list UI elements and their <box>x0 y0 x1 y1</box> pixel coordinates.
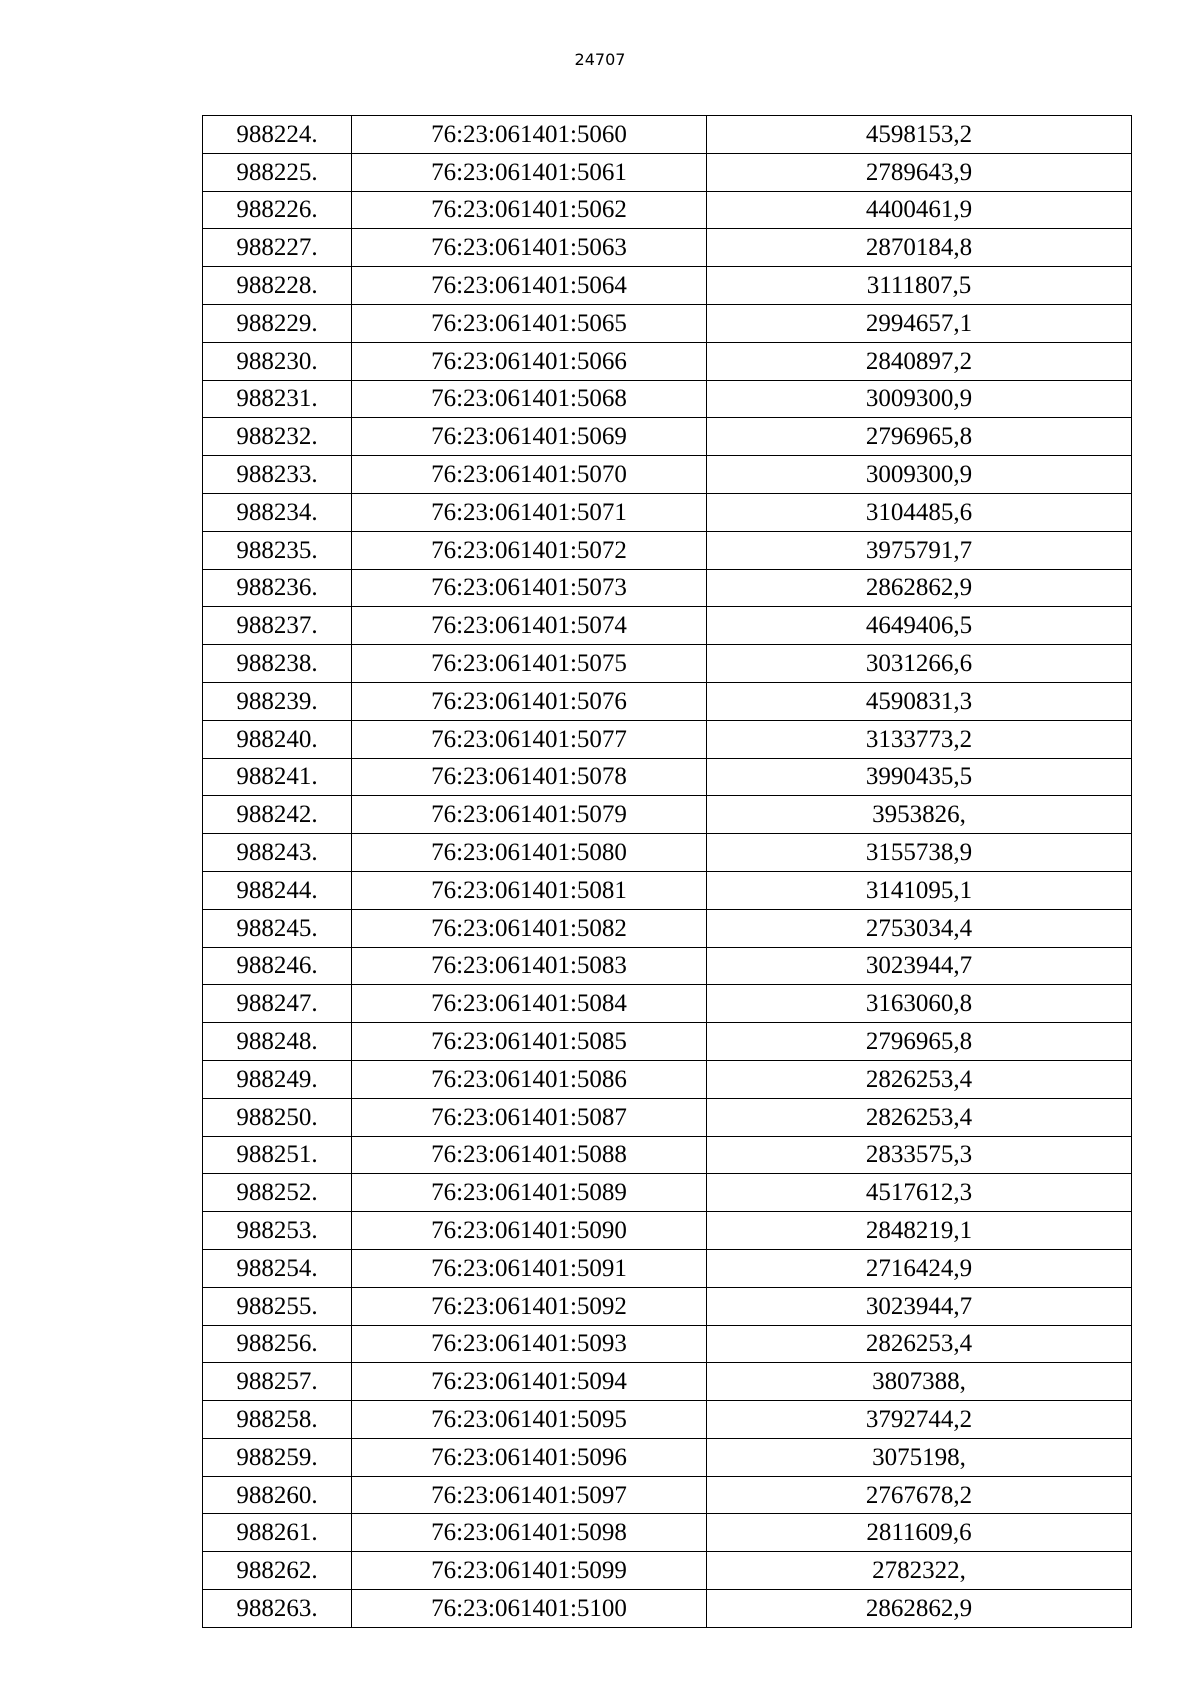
value-cell: 4598153,2 <box>707 116 1132 154</box>
value-cell: 2833575,3 <box>707 1136 1132 1174</box>
cadastral-number-cell: 76:23:061401:5093 <box>352 1325 707 1363</box>
page-number: 24707 <box>574 50 626 69</box>
row-index-cell: 988235. <box>203 531 352 569</box>
row-index-cell: 988249. <box>203 1060 352 1098</box>
table-row <box>203 153 1132 191</box>
table-row <box>203 985 1132 1023</box>
cadastral-number-cell: 76:23:061401:5062 <box>352 191 707 229</box>
table-row <box>203 682 1132 720</box>
cadastral-number-cell: 76:23:061401:5072 <box>352 531 707 569</box>
value-cell: 2862862,9 <box>707 569 1132 607</box>
row-index-cell: 988245. <box>203 909 352 947</box>
table-row <box>203 758 1132 796</box>
table-row <box>203 1174 1132 1212</box>
cadastral-number-cell: 76:23:061401:5083 <box>352 947 707 985</box>
cadastral-number-cell: 76:23:061401:5095 <box>352 1401 707 1439</box>
value-cell: 3009300,9 <box>707 456 1132 494</box>
row-index-cell: 988259. <box>203 1438 352 1476</box>
row-index-cell: 988257. <box>203 1363 352 1401</box>
value-cell: 4590831,3 <box>707 682 1132 720</box>
row-index-cell: 988238. <box>203 645 352 683</box>
table-row <box>203 1136 1132 1174</box>
value-cell: 3031266,6 <box>707 645 1132 683</box>
row-index-cell: 988243. <box>203 834 352 872</box>
table-row <box>203 1060 1132 1098</box>
cadastral-number-cell: 76:23:061401:5068 <box>352 380 707 418</box>
row-index-cell: 988230. <box>203 342 352 380</box>
row-index-cell: 988244. <box>203 871 352 909</box>
value-cell: 3975791,7 <box>707 531 1132 569</box>
row-index-cell: 988262. <box>203 1552 352 1590</box>
table-row <box>203 1401 1132 1439</box>
value-cell: 2716424,9 <box>707 1249 1132 1287</box>
row-index-cell: 988231. <box>203 380 352 418</box>
table-row <box>203 834 1132 872</box>
table-row <box>203 947 1132 985</box>
table-row <box>203 720 1132 758</box>
row-index-cell: 988261. <box>203 1514 352 1552</box>
row-index-cell: 988236. <box>203 569 352 607</box>
value-cell: 2840897,2 <box>707 342 1132 380</box>
cadastral-number-cell: 76:23:061401:5060 <box>352 116 707 154</box>
row-index-cell: 988248. <box>203 1023 352 1061</box>
row-index-cell: 988240. <box>203 720 352 758</box>
value-cell: 2862862,9 <box>707 1590 1132 1628</box>
cadastral-number-cell: 76:23:061401:5065 <box>352 304 707 342</box>
table-row <box>203 1552 1132 1590</box>
table-row <box>203 909 1132 947</box>
row-index-cell: 988251. <box>203 1136 352 1174</box>
row-index-cell: 988258. <box>203 1401 352 1439</box>
cadastral-number-cell: 76:23:061401:5092 <box>352 1287 707 1325</box>
cadastral-number-cell: 76:23:061401:5061 <box>352 153 707 191</box>
value-cell: 3155738,9 <box>707 834 1132 872</box>
value-cell: 2796965,8 <box>707 418 1132 456</box>
table-row <box>203 380 1132 418</box>
value-cell: 3111807,5 <box>707 267 1132 305</box>
value-cell: 3792744,2 <box>707 1401 1132 1439</box>
cadastral-number-cell: 76:23:061401:5085 <box>352 1023 707 1061</box>
table-row <box>203 1590 1132 1628</box>
value-cell: 3807388, <box>707 1363 1132 1401</box>
row-index-cell: 988253. <box>203 1212 352 1250</box>
cadastral-number-cell: 76:23:061401:5069 <box>352 418 707 456</box>
cadastral-number-cell: 76:23:061401:5084 <box>352 985 707 1023</box>
table-row <box>203 796 1132 834</box>
value-cell: 2826253,4 <box>707 1325 1132 1363</box>
value-cell: 2753034,4 <box>707 909 1132 947</box>
cadastral-value-table <box>202 115 1132 1628</box>
row-index-cell: 988246. <box>203 947 352 985</box>
row-index-cell: 988224. <box>203 116 352 154</box>
cadastral-number-cell: 76:23:061401:5087 <box>352 1098 707 1136</box>
cadastral-number-cell: 76:23:061401:5088 <box>352 1136 707 1174</box>
row-index-cell: 988233. <box>203 456 352 494</box>
table-row <box>203 229 1132 267</box>
value-cell: 2994657,1 <box>707 304 1132 342</box>
value-cell: 3023944,7 <box>707 1287 1132 1325</box>
value-cell: 4517612,3 <box>707 1174 1132 1212</box>
row-index-cell: 988252. <box>203 1174 352 1212</box>
row-index-cell: 988242. <box>203 796 352 834</box>
cadastral-number-cell: 76:23:061401:5074 <box>352 607 707 645</box>
cadastral-number-cell: 76:23:061401:5078 <box>352 758 707 796</box>
cadastral-number-cell: 76:23:061401:5080 <box>352 834 707 872</box>
row-index-cell: 988256. <box>203 1325 352 1363</box>
value-cell: 2789643,9 <box>707 153 1132 191</box>
cadastral-number-cell: 76:23:061401:5100 <box>352 1590 707 1628</box>
value-cell: 2870184,8 <box>707 229 1132 267</box>
cadastral-number-cell: 76:23:061401:5094 <box>352 1363 707 1401</box>
value-cell: 3009300,9 <box>707 380 1132 418</box>
table-row <box>203 871 1132 909</box>
value-cell: 2767678,2 <box>707 1476 1132 1514</box>
row-index-cell: 988227. <box>203 229 352 267</box>
table-row <box>203 569 1132 607</box>
table-row <box>203 1363 1132 1401</box>
table-row <box>203 493 1132 531</box>
cadastral-number-cell: 76:23:061401:5097 <box>352 1476 707 1514</box>
table-row <box>203 304 1132 342</box>
cadastral-number-cell: 76:23:061401:5079 <box>352 796 707 834</box>
value-cell: 3104485,6 <box>707 493 1132 531</box>
cadastral-number-cell: 76:23:061401:5091 <box>352 1249 707 1287</box>
cadastral-number-cell: 76:23:061401:5071 <box>352 493 707 531</box>
row-index-cell: 988228. <box>203 267 352 305</box>
cadastral-number-cell: 76:23:061401:5077 <box>352 720 707 758</box>
cadastral-number-cell: 76:23:061401:5076 <box>352 682 707 720</box>
table-row <box>203 342 1132 380</box>
cadastral-number-cell: 76:23:061401:5066 <box>352 342 707 380</box>
value-cell: 4649406,5 <box>707 607 1132 645</box>
row-index-cell: 988241. <box>203 758 352 796</box>
cadastral-number-cell: 76:23:061401:5070 <box>352 456 707 494</box>
row-index-cell: 988260. <box>203 1476 352 1514</box>
cadastral-number-cell: 76:23:061401:5090 <box>352 1212 707 1250</box>
row-index-cell: 988247. <box>203 985 352 1023</box>
row-index-cell: 988237. <box>203 607 352 645</box>
cadastral-number-cell: 76:23:061401:5082 <box>352 909 707 947</box>
cadastral-number-cell: 76:23:061401:5063 <box>352 229 707 267</box>
table-row <box>203 1514 1132 1552</box>
row-index-cell: 988229. <box>203 304 352 342</box>
cadastral-number-cell: 76:23:061401:5089 <box>352 1174 707 1212</box>
row-index-cell: 988254. <box>203 1249 352 1287</box>
table-row <box>203 531 1132 569</box>
cadastral-number-cell: 76:23:061401:5098 <box>352 1514 707 1552</box>
value-cell: 3953826, <box>707 796 1132 834</box>
table-row <box>203 645 1132 683</box>
row-index-cell: 988239. <box>203 682 352 720</box>
value-cell: 2811609,6 <box>707 1514 1132 1552</box>
cadastral-number-cell: 76:23:061401:5073 <box>352 569 707 607</box>
row-index-cell: 988263. <box>203 1590 352 1628</box>
value-cell: 3023944,7 <box>707 947 1132 985</box>
value-cell: 3163060,8 <box>707 985 1132 1023</box>
table-row <box>203 456 1132 494</box>
table-row <box>203 191 1132 229</box>
cadastral-number-cell: 76:23:061401:5096 <box>352 1438 707 1476</box>
table-row <box>203 1212 1132 1250</box>
cadastral-number-cell: 76:23:061401:5064 <box>352 267 707 305</box>
row-index-cell: 988255. <box>203 1287 352 1325</box>
value-cell: 3990435,5 <box>707 758 1132 796</box>
cadastral-number-cell: 76:23:061401:5081 <box>352 871 707 909</box>
table-row <box>203 1249 1132 1287</box>
row-index-cell: 988226. <box>203 191 352 229</box>
table-body <box>203 116 1132 1628</box>
table-row <box>203 607 1132 645</box>
value-cell: 3075198, <box>707 1438 1132 1476</box>
table-row <box>203 1023 1132 1061</box>
table-row <box>203 116 1132 154</box>
value-cell: 3133773,2 <box>707 720 1132 758</box>
value-cell: 4400461,9 <box>707 191 1132 229</box>
cadastral-number-cell: 76:23:061401:5086 <box>352 1060 707 1098</box>
table-row <box>203 418 1132 456</box>
value-cell: 3141095,1 <box>707 871 1132 909</box>
value-cell: 2826253,4 <box>707 1060 1132 1098</box>
cadastral-number-cell: 76:23:061401:5075 <box>352 645 707 683</box>
table-row <box>203 1325 1132 1363</box>
value-cell: 2848219,1 <box>707 1212 1132 1250</box>
table-row <box>203 267 1132 305</box>
table-row <box>203 1098 1132 1136</box>
value-cell: 2796965,8 <box>707 1023 1132 1061</box>
cadastral-number-cell: 76:23:061401:5099 <box>352 1552 707 1590</box>
table-row <box>203 1287 1132 1325</box>
value-cell: 2782322, <box>707 1552 1132 1590</box>
row-index-cell: 988234. <box>203 493 352 531</box>
row-index-cell: 988232. <box>203 418 352 456</box>
table-row <box>203 1438 1132 1476</box>
table-row <box>203 1476 1132 1514</box>
row-index-cell: 988250. <box>203 1098 352 1136</box>
value-cell: 2826253,4 <box>707 1098 1132 1136</box>
row-index-cell: 988225. <box>203 153 352 191</box>
